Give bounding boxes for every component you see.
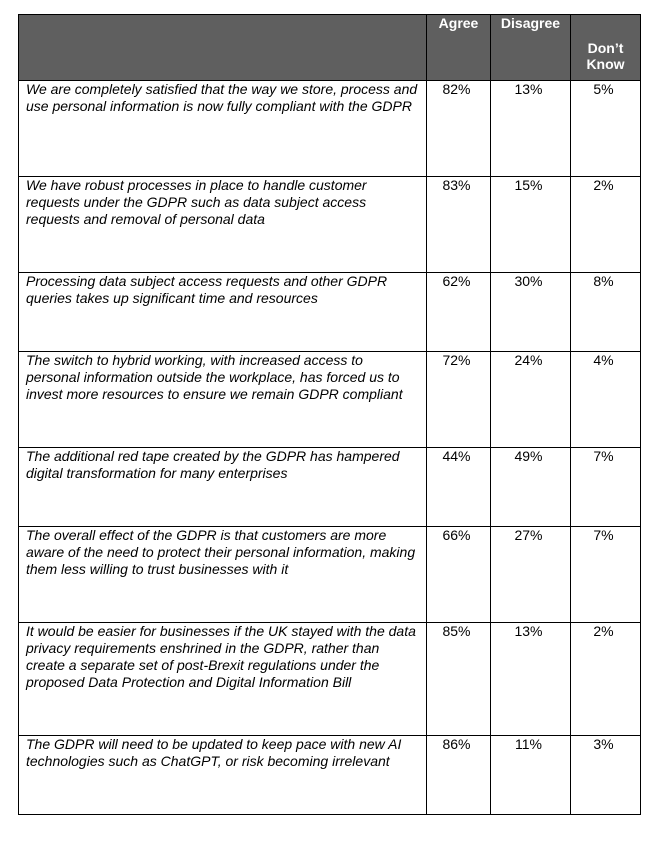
disagree-cell: 27% xyxy=(491,527,571,623)
table-row xyxy=(19,177,641,273)
table-row xyxy=(19,273,641,352)
dont-know-cell: 7% xyxy=(571,448,641,527)
dont-know-cell: 5% xyxy=(571,81,641,177)
agree-cell: 62% xyxy=(427,273,491,352)
dont-know-cell: 2% xyxy=(571,623,641,736)
header-row xyxy=(19,15,641,81)
disagree-cell: 13% xyxy=(491,623,571,736)
dont-know-cell: 8% xyxy=(571,273,641,352)
disagree-cell: 13% xyxy=(491,81,571,177)
statement-cell: The overall effect of the GDPR is that customers are more aware of the need to protect their personal information, making them less willing to trust businesses with it xyxy=(19,527,427,623)
table-row xyxy=(19,81,641,177)
disagree-cell: 30% xyxy=(491,273,571,352)
table-row xyxy=(19,352,641,448)
agree-cell: 82% xyxy=(427,81,491,177)
statement-cell: It would be easier for businesses if the UK stayed with the data privacy requirements enshrined in the GDPR, rather than create a separate set of post-Brexit regulations under the proposed Data Protection and Digital Information Bill xyxy=(19,623,427,736)
statement-cell: Processing data subject access requests and other GDPR queries takes up significant time and resources xyxy=(19,273,427,352)
header-agree: Agree xyxy=(427,15,491,81)
agree-cell: 85% xyxy=(427,623,491,736)
statement-cell: We have robust processes in place to handle customer requests under the GDPR such as data subject access requests and removal of personal data xyxy=(19,177,427,273)
disagree-cell: 15% xyxy=(491,177,571,273)
header-statement-cell xyxy=(19,15,427,81)
statement-cell: We are completely satisfied that the way we store, process and use personal information is now fully compliant with the GDPR xyxy=(19,81,427,177)
agree-cell: 86% xyxy=(427,736,491,815)
dont-know-cell: 2% xyxy=(571,177,641,273)
disagree-cell: 24% xyxy=(491,352,571,448)
disagree-cell: 11% xyxy=(491,736,571,815)
dont-know-cell: 7% xyxy=(571,527,641,623)
table-body xyxy=(19,81,641,815)
header-dont-know: Don’t Know xyxy=(571,15,641,81)
table-row xyxy=(19,527,641,623)
dont-know-cell: 3% xyxy=(571,736,641,815)
survey-results-table xyxy=(18,14,641,815)
statement-cell: The additional red tape created by the GDPR has hampered digital transformation for many enterprises xyxy=(19,448,427,527)
table-row xyxy=(19,623,641,736)
agree-cell: 66% xyxy=(427,527,491,623)
statement-cell: The GDPR will need to be updated to keep pace with new AI technologies such as ChatGPT, or risk becoming irrelevant xyxy=(19,736,427,815)
dont-know-cell: 4% xyxy=(571,352,641,448)
table-row xyxy=(19,736,641,815)
agree-cell: 44% xyxy=(427,448,491,527)
table-header xyxy=(19,15,641,81)
disagree-cell: 49% xyxy=(491,448,571,527)
agree-cell: 72% xyxy=(427,352,491,448)
header-disagree: Disagree xyxy=(491,15,571,81)
agree-cell: 83% xyxy=(427,177,491,273)
table-row xyxy=(19,448,641,527)
statement-cell: The switch to hybrid working, with increased access to personal information outside the workplace, has forced us to invest more resources to ensure we remain GDPR compliant xyxy=(19,352,427,448)
